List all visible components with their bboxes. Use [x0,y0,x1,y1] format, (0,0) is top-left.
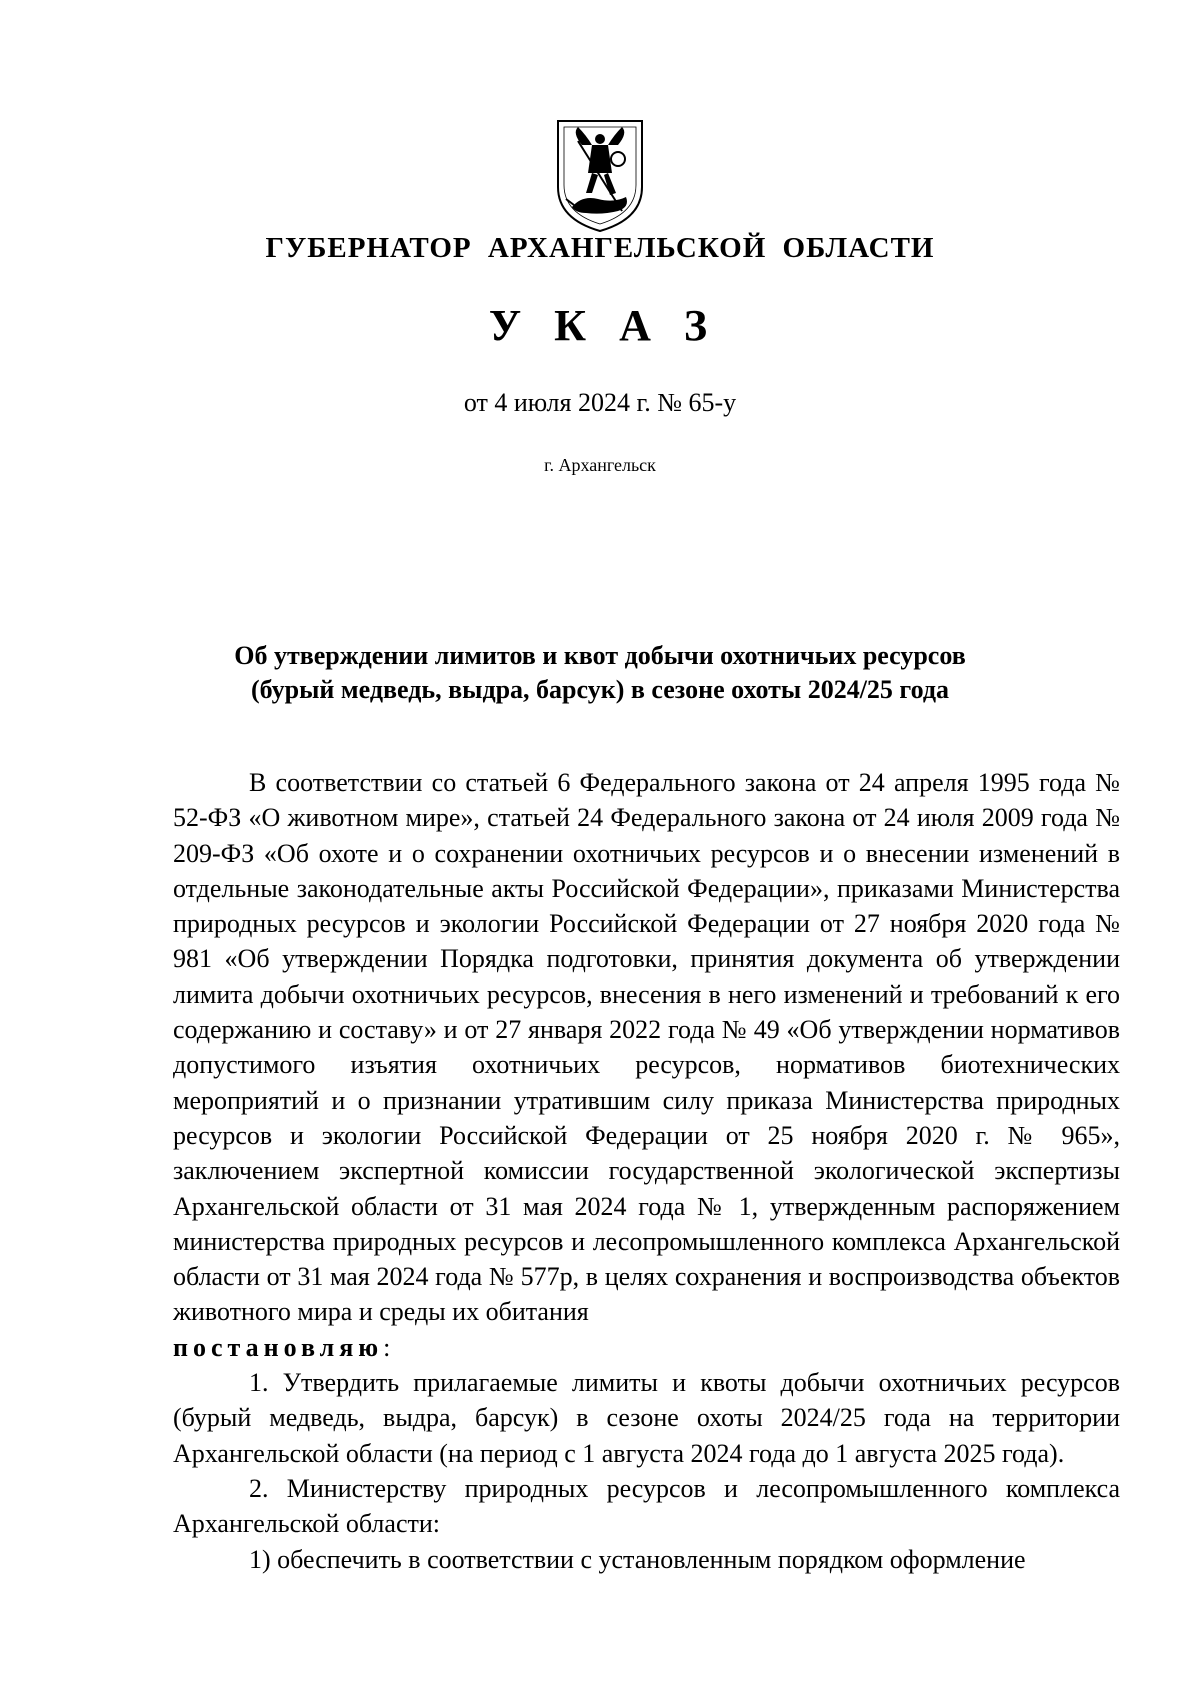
decree-title [0,639,1200,707]
governor-heading: ГУБЕРНАТОР АРХАНГЕЛЬСКОЙ ОБЛАСТИ [265,232,935,264]
item-1-paragraph: 1. Утвердить прилагаемые лимиты и квоты добычи охотничьих ресурсов (бурый медведь, выдра, барсук) в сезоне охоты 2024/25 года на территории Архангельской области (на период с 1 августа 2024 года до 1 августа 2025 года). [173,1368,1120,1468]
postanovlyayu-word: постановляю [173,1332,384,1362]
postanovlyayu-colon: : [383,1332,391,1362]
decree-title-line-2: (бурый медведь, выдра, барсук) в сезоне охоты 2024/25 года [251,675,949,704]
preamble-paragraph [173,765,1120,1365]
date-and-number: от 4 июля 2024 г. № 65-у [463,388,737,417]
item-2-1-paragraph: 1) обеспечить в соответствии с установленным порядком оформление [249,1544,1026,1574]
item-2-paragraph: 2. Министерству природных ресурсов и лесопромышленного комплекса Архангельской области: [173,1473,1120,1539]
coat-of-arms-emblem [552,115,648,235]
decree-title-line-1: Об утверждении лимитов и квот добычи охотничьих ресурсов [234,641,966,670]
document-type-heading: У К А З [488,301,712,350]
city-name: г. Архангельск [544,455,656,475]
preamble-text: В соответствии со статьей 6 Федерального закона от 24 апреля 1995 года № 52-ФЗ «О животном мире», статьей 24 Федерального закона от 24 июля 2009 года № 209-ФЗ «Об охоте и о сохранении охотничьих ресурсов и о внесении изменений в отдельные законодательные акты Российской Федерации», приказами Министерства природных ресурсов и экологии Российской Федерации от 27 ноября 2020 года № 981 «Об утверждении Порядка подготовки, принятия документа об утверждении лимита добычи охотничьих ресурсов, внесения в него изменений и требований к его содержанию и составу» и от 27 января 2022 года № 49 «Об утверждении нормативов допустимого изъятия охотничьих ресурсов, нормативов биотехнических мероприятий и о признании утратившим силу приказа Министерства природных ресурсов и экологии Российской Федерации от 25 ноября 2020 г. № 965», заключением экспертной комиссии государственной экологической экспертизы Архангельской области от 31 мая 2024 года № 1, утвержденным распоряжением министерства природных ресурсов и лесопромышленного комплекса Архангельской области от 31 мая 2024 года № 577р, в целях сохранения и воспроизводства объектов животного мира и среды их обитания [173,768,1120,1327]
decree-body [173,765,1120,1577]
